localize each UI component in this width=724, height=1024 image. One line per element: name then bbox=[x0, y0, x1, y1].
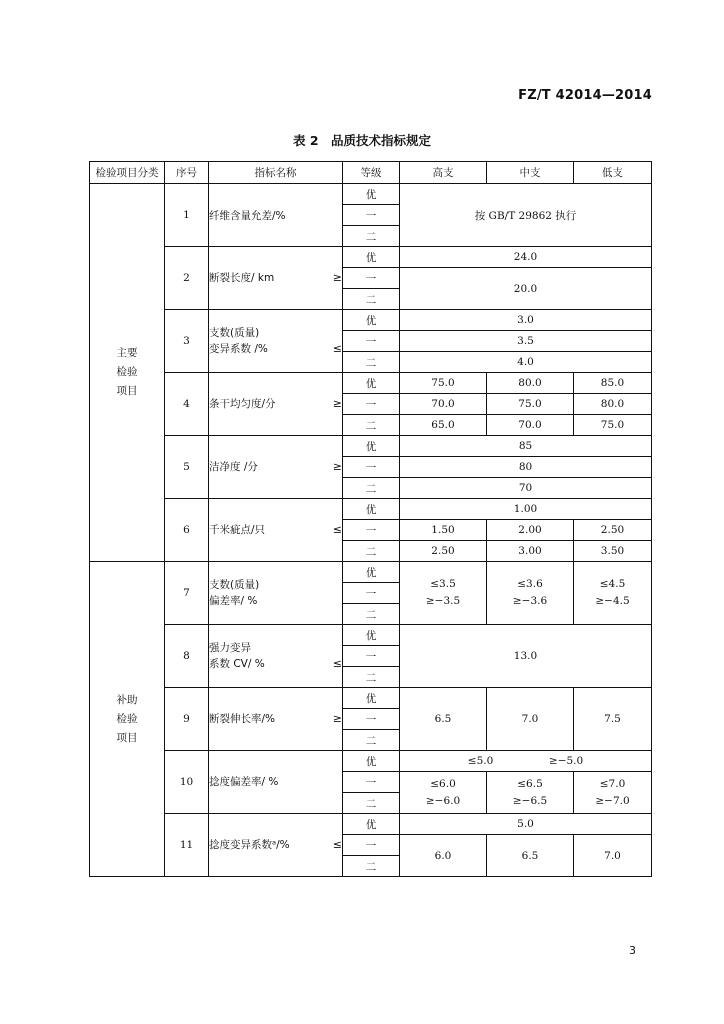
value-merged: 按 GB/T 29862 执行 bbox=[400, 184, 652, 247]
item-name: 强力变异 系数 CV/ % ≤ bbox=[209, 625, 343, 688]
category-aux: 补助 检验 项目 bbox=[90, 562, 165, 877]
table-row bbox=[90, 373, 652, 394]
grade-er: 二 bbox=[343, 226, 400, 247]
item-name: 断裂长度/ km ≥ bbox=[209, 247, 343, 310]
value-high: 75.0 bbox=[400, 373, 487, 394]
value-merged: 20.0 bbox=[400, 268, 652, 310]
value-merged: 1.00 bbox=[400, 499, 652, 520]
table-row bbox=[90, 499, 652, 520]
grade-yi: 一 bbox=[343, 646, 400, 667]
value-high: 65.0 bbox=[400, 415, 487, 436]
grade-er: 二 bbox=[343, 352, 400, 373]
grade-er: 二 bbox=[343, 541, 400, 562]
value-merged: 5.0 bbox=[400, 814, 652, 835]
grade-you: 优 bbox=[343, 751, 400, 772]
grade-you: 优 bbox=[343, 184, 400, 205]
item-number: 7 bbox=[165, 562, 209, 625]
item-name: 支数(质量) 变异系数 /% ≤ bbox=[209, 310, 343, 373]
table-row bbox=[90, 436, 652, 457]
grade-yi: 一 bbox=[343, 268, 400, 289]
table-header-row bbox=[90, 162, 652, 184]
header-high-count: 高支 bbox=[400, 162, 487, 184]
value-high: 2.50 bbox=[400, 541, 487, 562]
grade-er: 二 bbox=[343, 730, 400, 751]
header-indicator: 指标名称 bbox=[209, 162, 343, 184]
value-mid: 80.0 bbox=[487, 373, 574, 394]
page-number: 3 bbox=[629, 944, 636, 957]
grade-yi: 一 bbox=[343, 709, 400, 730]
value-merged: 4.0 bbox=[400, 352, 652, 373]
value-merged: 80 bbox=[400, 457, 652, 478]
value-merged: 3.5 bbox=[400, 331, 652, 352]
item-name: 洁净度 /分 ≥ bbox=[209, 436, 343, 499]
grade-yi: 一 bbox=[343, 331, 400, 352]
table-row bbox=[90, 310, 652, 331]
value-high: ≤3.5 ≥−3.5 bbox=[400, 562, 487, 625]
value-low: 3.50 bbox=[574, 541, 652, 562]
item-name: 纤维含量允差/% bbox=[209, 184, 343, 247]
quality-spec-table bbox=[89, 161, 652, 877]
grade-you: 优 bbox=[343, 562, 400, 583]
table-row bbox=[90, 688, 652, 709]
header-low-count: 低支 bbox=[574, 162, 652, 184]
value-mid: 75.0 bbox=[487, 394, 574, 415]
value-high: 1.50 bbox=[400, 520, 487, 541]
grade-you: 优 bbox=[343, 625, 400, 646]
grade-yi: 一 bbox=[343, 583, 400, 604]
grade-yi: 一 bbox=[343, 520, 400, 541]
item-name: 条干均匀度/分 ≥ bbox=[209, 373, 343, 436]
category-main: 主要 检验 项目 bbox=[90, 184, 165, 562]
value-merged: 85 bbox=[400, 436, 652, 457]
value-mid: 3.00 bbox=[487, 541, 574, 562]
value-merged: 70 bbox=[400, 478, 652, 499]
grade-you: 优 bbox=[343, 688, 400, 709]
value-high: ≤6.0 ≥−6.0 bbox=[400, 772, 487, 814]
item-name: 千米疵点/只 ≤ bbox=[209, 499, 343, 562]
value-low: 80.0 bbox=[574, 394, 652, 415]
value-mid: 70.0 bbox=[487, 415, 574, 436]
grade-er: 二 bbox=[343, 478, 400, 499]
grade-you: 优 bbox=[343, 310, 400, 331]
value-high: 6.5 bbox=[400, 688, 487, 751]
value-high: 6.0 bbox=[400, 835, 487, 877]
grade-yi: 一 bbox=[343, 205, 400, 226]
grade-yi: 一 bbox=[343, 772, 400, 793]
value-mid: 2.00 bbox=[487, 520, 574, 541]
value-low: 75.0 bbox=[574, 415, 652, 436]
grade-yi: 一 bbox=[343, 394, 400, 415]
grade-you: 优 bbox=[343, 499, 400, 520]
table-row bbox=[90, 247, 652, 268]
table-row bbox=[90, 814, 652, 835]
value-low: 85.0 bbox=[574, 373, 652, 394]
grade-er: 二 bbox=[343, 289, 400, 310]
item-number: 8 bbox=[165, 625, 209, 688]
standard-code: FZ/T 42014—2014 bbox=[518, 88, 652, 103]
item-number: 5 bbox=[165, 436, 209, 499]
item-number: 3 bbox=[165, 310, 209, 373]
grade-er: 二 bbox=[343, 856, 400, 877]
item-number: 9 bbox=[165, 688, 209, 751]
grade-er: 二 bbox=[343, 415, 400, 436]
grade-you: 优 bbox=[343, 373, 400, 394]
header-category: 检验项目分类 bbox=[90, 162, 165, 184]
value-merged: ≤5.0 ≥−5.0 bbox=[400, 751, 652, 772]
grade-yi: 一 bbox=[343, 835, 400, 856]
grade-you: 优 bbox=[343, 247, 400, 268]
item-name: 断裂伸长率/% ≥ bbox=[209, 688, 343, 751]
item-number: 11 bbox=[165, 814, 209, 877]
header-mid-count: 中支 bbox=[487, 162, 574, 184]
table-row bbox=[90, 184, 652, 205]
grade-you: 优 bbox=[343, 436, 400, 457]
grade-yi: 一 bbox=[343, 457, 400, 478]
value-low: 7.0 bbox=[574, 835, 652, 877]
value-merged: 3.0 bbox=[400, 310, 652, 331]
table-row bbox=[90, 625, 652, 646]
item-number: 1 bbox=[165, 184, 209, 247]
table-row bbox=[90, 562, 652, 583]
item-name: 支数(质量) 偏差率/ % bbox=[209, 562, 343, 625]
value-mid: ≤6.5 ≥−6.5 bbox=[487, 772, 574, 814]
value-mid: ≤3.6 ≥−3.6 bbox=[487, 562, 574, 625]
grade-you: 优 bbox=[343, 814, 400, 835]
value-low: ≤4.5 ≥−4.5 bbox=[574, 562, 652, 625]
item-name: 捻度变异系数ᵃ/% ≤ bbox=[209, 814, 343, 877]
item-number: 2 bbox=[165, 247, 209, 310]
value-low: 2.50 bbox=[574, 520, 652, 541]
table-caption: 表 2 品质技术指标规定 bbox=[292, 133, 432, 148]
grade-er: 二 bbox=[343, 667, 400, 688]
value-low: 7.5 bbox=[574, 688, 652, 751]
header-grade: 等级 bbox=[343, 162, 400, 184]
grade-er: 二 bbox=[343, 604, 400, 625]
value-merged: 13.0 bbox=[400, 625, 652, 688]
value-mid: 7.0 bbox=[487, 688, 574, 751]
item-number: 6 bbox=[165, 499, 209, 562]
value-merged: 24.0 bbox=[400, 247, 652, 268]
value-low: ≤7.0 ≥−7.0 bbox=[574, 772, 652, 814]
grade-er: 二 bbox=[343, 793, 400, 814]
item-name: 捻度偏差率/ % bbox=[209, 751, 343, 814]
header-number: 序号 bbox=[165, 162, 209, 184]
value-mid: 6.5 bbox=[487, 835, 574, 877]
value-high: 70.0 bbox=[400, 394, 487, 415]
item-number: 4 bbox=[165, 373, 209, 436]
table-row bbox=[90, 751, 652, 772]
item-number: 10 bbox=[165, 751, 209, 814]
